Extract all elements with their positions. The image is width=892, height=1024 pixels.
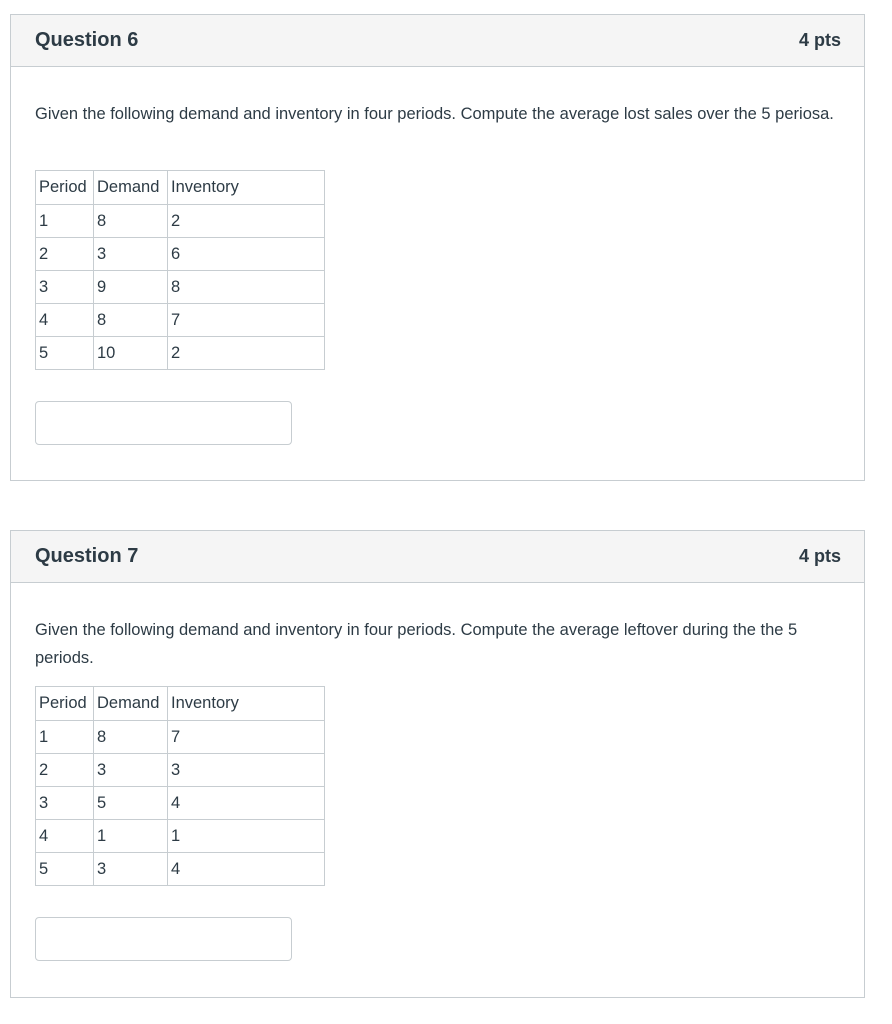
header-cell: Demand <box>94 687 168 721</box>
table-cell: 1 <box>168 820 325 853</box>
table-cell: 4 <box>168 787 325 820</box>
table-cell: 2 <box>168 205 325 238</box>
table-row <box>36 304 325 337</box>
table-cell: 7 <box>168 304 325 337</box>
table-cell: 3 <box>36 271 94 304</box>
table-cell: 3 <box>94 754 168 787</box>
data-table <box>35 170 325 370</box>
table-cell: 7 <box>168 721 325 754</box>
table-cell: 3 <box>94 238 168 271</box>
table-row <box>36 337 325 370</box>
table-cell: 3 <box>36 787 94 820</box>
table-cell: 5 <box>94 787 168 820</box>
header-cell: Inventory <box>168 171 325 205</box>
table-cell: 8 <box>94 304 168 337</box>
table-header-row <box>36 171 325 205</box>
question-points: 4 pts <box>798 546 841 566</box>
table-row <box>36 721 325 754</box>
question-6 <box>10 14 865 481</box>
question-title: Question 6 <box>35 29 139 51</box>
header-cell: Period <box>36 171 94 205</box>
table-row <box>36 238 325 271</box>
table-cell: 2 <box>36 754 94 787</box>
table-row <box>36 271 325 304</box>
table-row <box>36 820 325 853</box>
data-table <box>35 686 325 886</box>
table-cell: 10 <box>94 337 168 370</box>
table-cell: 8 <box>94 205 168 238</box>
table-header-row <box>36 687 325 721</box>
table-cell: 8 <box>94 721 168 754</box>
table-cell: 2 <box>36 238 94 271</box>
question-text: Given the following demand and inventory in four periods. Compute the average lost sales over the 5 periosa. <box>35 105 834 123</box>
table-cell: 1 <box>36 721 94 754</box>
table-cell: 5 <box>36 337 94 370</box>
question-7 <box>10 530 865 998</box>
header-cell: Demand <box>94 171 168 205</box>
table-cell: 1 <box>94 820 168 853</box>
table-row <box>36 787 325 820</box>
table-cell: 5 <box>36 853 94 886</box>
question-text: Given the following demand and inventory in four periods. Compute the average leftover during the the 5 periods. <box>35 621 798 667</box>
table-cell: 6 <box>168 238 325 271</box>
table-row <box>36 205 325 238</box>
table-cell: 2 <box>168 337 325 370</box>
table-cell: 1 <box>36 205 94 238</box>
table-cell: 4 <box>36 820 94 853</box>
table-cell: 4 <box>36 304 94 337</box>
table-row <box>36 853 325 886</box>
answer-input[interactable] <box>35 917 292 961</box>
table-row <box>36 754 325 787</box>
answer-input[interactable] <box>35 401 292 445</box>
question-title: Question 7 <box>35 545 139 567</box>
table-cell: 3 <box>94 853 168 886</box>
table-cell: 9 <box>94 271 168 304</box>
table-cell: 4 <box>168 853 325 886</box>
question-header <box>11 531 864 583</box>
question-points: 4 pts <box>798 30 841 50</box>
header-cell: Period <box>36 687 94 721</box>
table-cell: 8 <box>168 271 325 304</box>
table-cell: 3 <box>168 754 325 787</box>
question-header <box>11 15 864 67</box>
header-cell: Inventory <box>168 687 325 721</box>
